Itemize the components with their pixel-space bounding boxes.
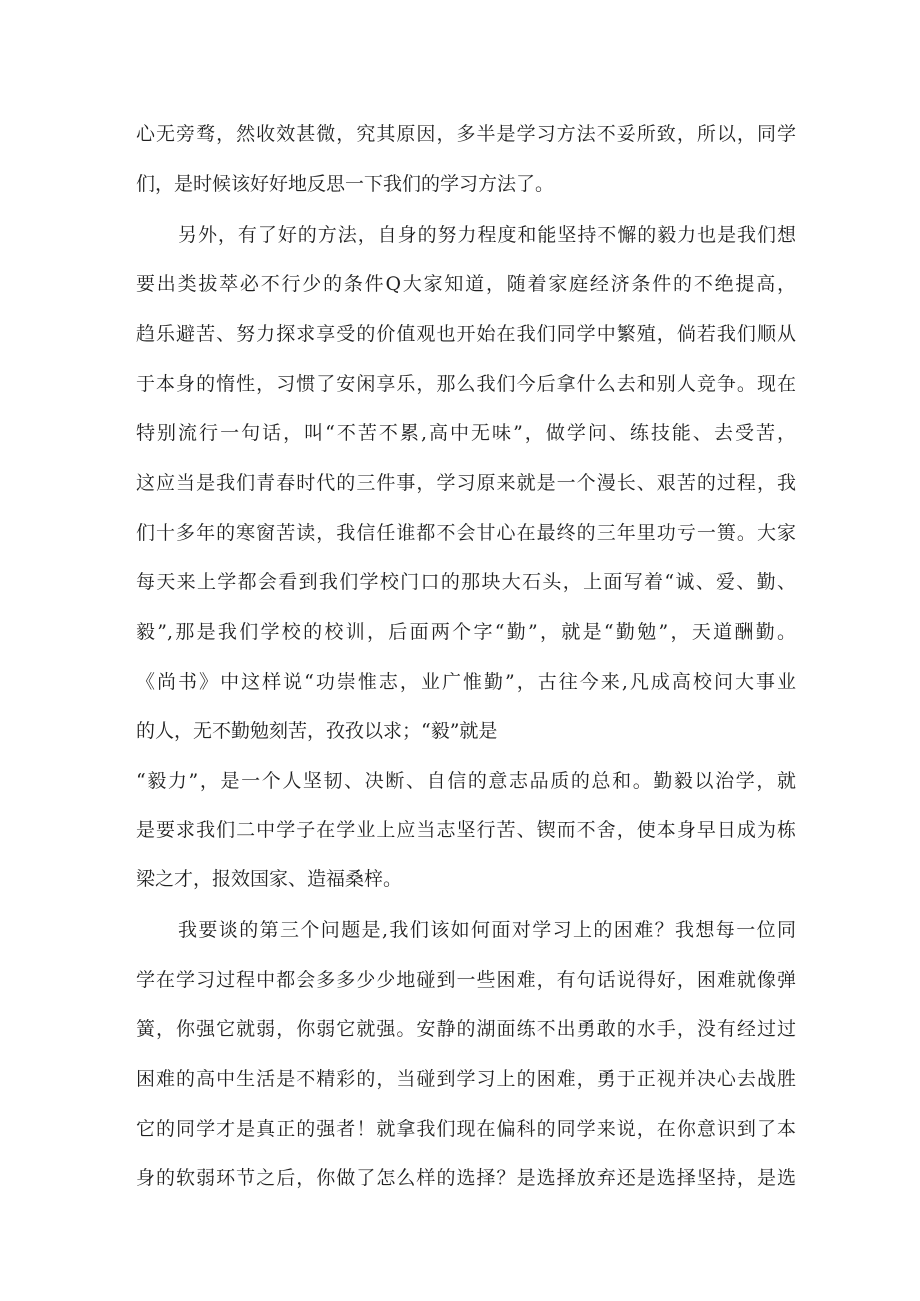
text-line: 簧，你强它就弱，你弱它就强。安静的湖面练不出勇敢的水手，没有经过过 [136,1018,796,1040]
text-line: “毅力”，是一个人坚韧、决断、自信的意志品质的总和。勤毅以治学，就 [136,770,796,792]
text-line: 毅”,那是我们学校的校训，后面两个字“勤”，就是“勤勉”，天道酬勤。 [136,621,796,643]
text-line: 的人，无不勤勉刻苦，孜孜以求；“毅”就是 [136,720,498,742]
text-line: 梁之才，报效国家、造福桑梓。 [136,868,403,890]
text-line: 这应当是我们青春时代的三件事，学习原来就是一个漫长、艰苦的过程，我 [136,472,796,494]
text-line: 于本身的惰性，习惯了安闲享乐，那么我们今后拿什么去和别人竞争。现在 [136,373,796,395]
text-line: 我要谈的第三个问题是,我们该如何面对学习上的困难？我想每一位同 [178,919,796,941]
text-line: 心无旁骛，然收效甚微，究其原因，多半是学习方法不妥所致，所以，同学 [136,123,796,145]
text-line: 《尚书》中这样说“功崇惟志，业广惟勤”，古往今来,凡成高校问大事业 [136,671,796,693]
text-line: 趋乐避苦、努力探求享受的价值观也开始在我们同学中繁殖，倘若我们顺从 [136,323,796,345]
text-line: 学在学习过程中都会多多少少地碰到一些困难，有句话说得好，困难就像弹 [136,969,796,991]
text-line: 特别流行一句话，叫“不苦不累,高中无味”，做学问、练技能、去受苦， [136,422,796,444]
text-line: 是要求我们二中学子在学业上应当志坚行苦、锲而不舍，使本身早日成为栋 [136,819,796,841]
text-line: 每天来上学都会看到我们学校门口的那块大石头，上面写着“诚、爱、勤、 [136,571,796,593]
text-line: 它的同学才是真正的强者！就拿我们现在偏科的同学来说，在你意识到了本 [136,1118,796,1140]
text-line: 身的软弱环节之后，你做了怎么样的选择？是选择放弃还是选择坚持，是选 [136,1167,796,1189]
text-line: 们，是时候该好好地反思一下我们的学习方法了。 [136,173,555,195]
text-line: 困难的高中生活是不精彩的，当碰到学习上的困难，勇于正视并决心去战胜 [136,1068,796,1090]
text-line: 要出类拔萃必不行少的条件Q大家知道，随着家庭经济条件的不绝提高， [136,273,796,295]
text-line: 们十多年的寒窗苦读，我信任谁都不会甘心在最终的三年里功亏一篑。大家 [136,522,796,544]
text-line: 另外，有了好的方法，自身的努力程度和能坚持不懈的毅力也是我们想 [178,224,796,246]
